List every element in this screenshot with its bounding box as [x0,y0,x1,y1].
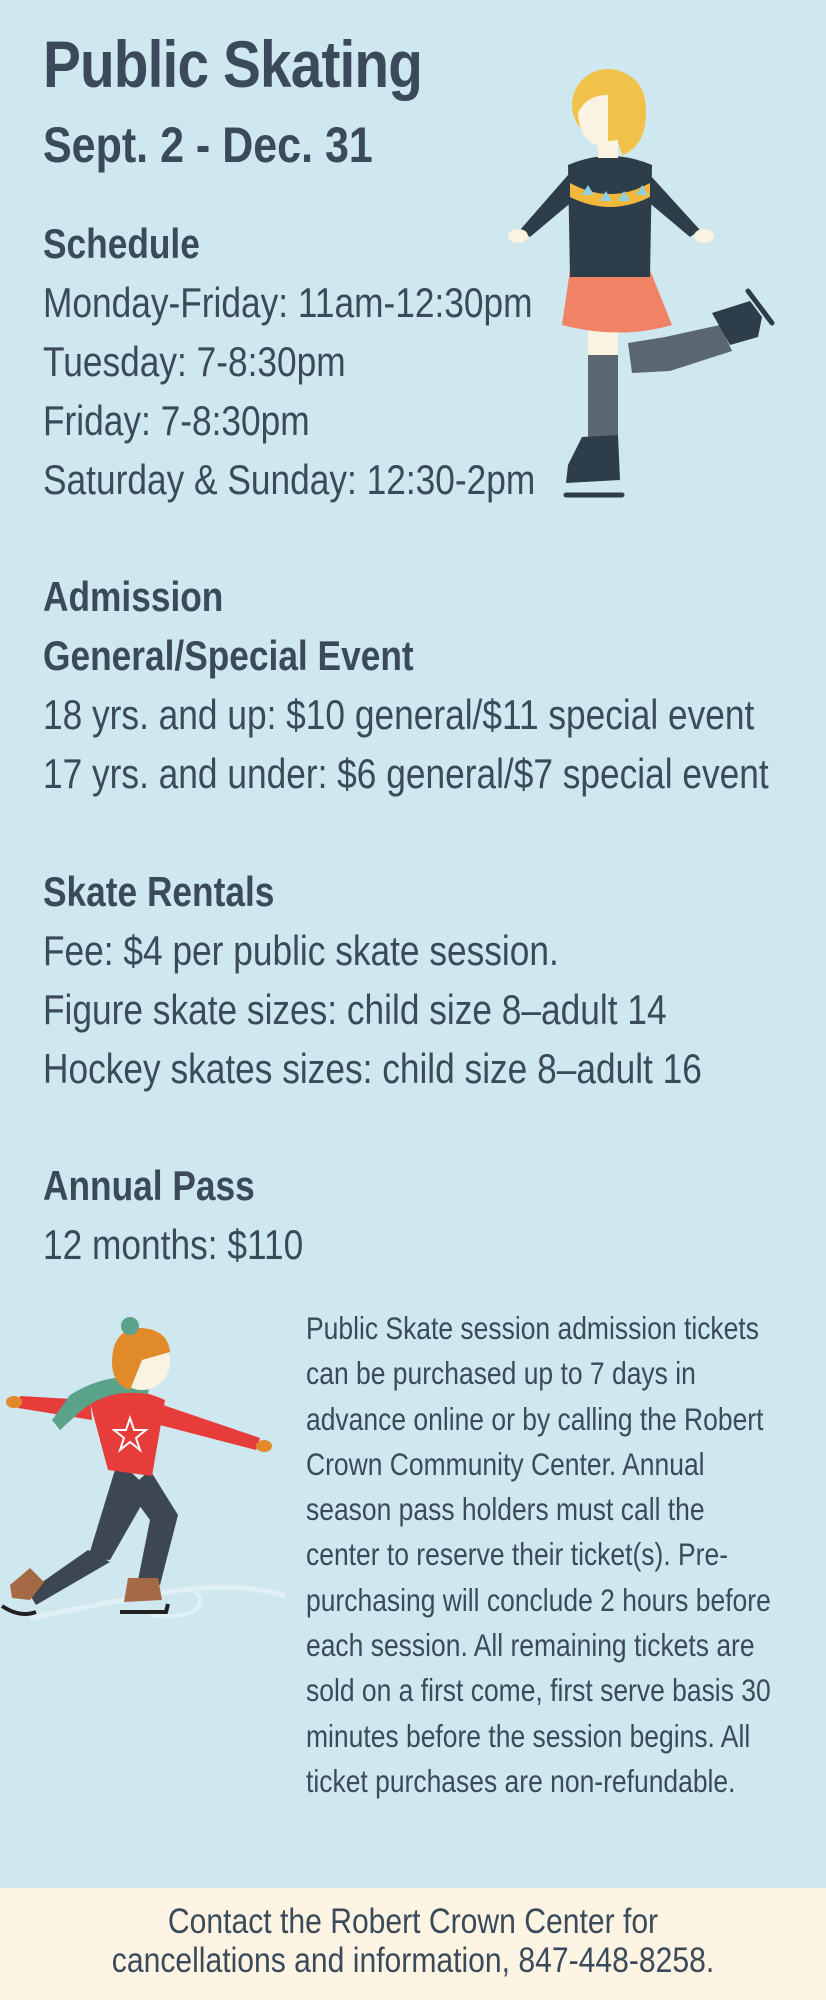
skater-boy-illustration [0,1300,290,1640]
schedule-line: Saturday & Sunday: 12:30-2pm [43,456,536,503]
schedule-line: Tuesday: 7-8:30pm [43,338,346,385]
schedule-line: Friday: 7-8:30pm [43,397,310,444]
pass-line: 12 months: $110 [43,1221,304,1268]
schedule-heading: Schedule [43,220,200,267]
rentals-section [43,862,702,1098]
pass-section [43,1156,303,1274]
rentals-line: Figure skate sizes: child size 8–adult 14 [43,986,667,1033]
contact-line-1: Contact the Robert Crown Center for [167,1902,659,1941]
contact-text [58,1902,768,1980]
date-range: Sept. 2 - Dec. 31 [43,117,373,173]
admission-heading: Admission [43,573,224,620]
pass-heading: Annual Pass [43,1162,255,1209]
rentals-heading: Skate Rentals [43,868,275,915]
contact-footer [0,1888,826,2000]
rentals-line: Fee: $4 per public skate session. [43,927,559,974]
admission-line: 18 yrs. and up: $10 general/$11 special event [43,691,755,738]
rentals-line: Hockey skates sizes: child size 8–adult 16 [43,1045,702,1092]
admission-section [43,567,769,803]
ticket-info-paragraph: Public Skate session admission tickets can be purchased up to 7 days in advance online or by calling the Robert Crown Community Center. Annual season pass holders must call the center to reserve their ticket(s). Pre-purchasing will conclude 2 hours before each session. All remaining tickets are sold on a first come, first serve basis 30 minutes before the session begins. All ticket purchases are non-refundable. [306,1310,771,1799]
admission-line: 17 yrs. and under: $6 general/$7 special event [43,750,769,797]
schedule-section [43,214,535,509]
contact-line-2: cancellations and information, 847-448-8258. [111,1941,715,1980]
schedule-line: Monday-Friday: 11am-12:30pm [43,279,533,326]
page-title: Public Skating [43,27,423,101]
admission-subheading: General/Special Event [43,632,414,679]
figure-skater-girl-illustration [500,55,800,505]
